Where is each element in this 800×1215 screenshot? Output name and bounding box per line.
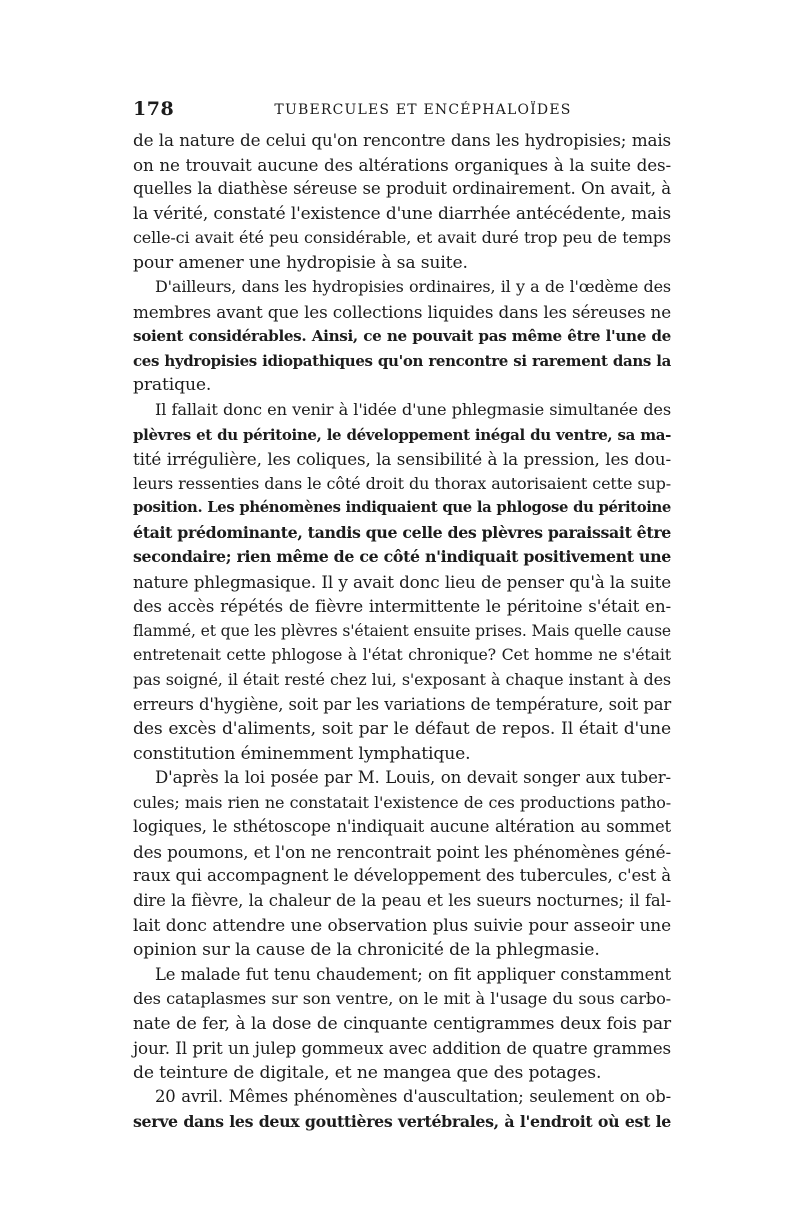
text-line: des poumons, et l'on ne rencontrait point les phénomènes géné- [133, 841, 671, 862]
text-line: était prédominante, tandis que celle des plèvres paraissait être [133, 522, 671, 542]
text-line: des excès d'aliments, soit par le défaut de repos. Il était d'une [133, 719, 671, 740]
text-line: on ne trouvait aucune des altérations organiques à la suite des- [133, 154, 671, 175]
paragraph-start: Le malade fut tenu chaudement; on fit appliquer constamment [155, 964, 671, 984]
text-line: pas soigné, il était resté chez lui, s'exposant à chaque instant à des [133, 670, 671, 690]
paragraph-start: Il fallait donc en venir à l'idée d'une phlegmasie simultanée des [155, 400, 671, 420]
text-line: entretenait cette phlogose à l'état chronique? Cet homme ne s'était [133, 645, 671, 665]
text-line: raux qui accompagnent le développement des tubercules, c'est à [133, 866, 671, 886]
text-line: jour. Il prit un julep gommeux avec addition de quatre grammes [133, 1038, 671, 1059]
page-header [133, 98, 673, 122]
text-line: cules; mais rien ne constatait l'existence de ces productions patho- [133, 792, 671, 812]
text-line: nate de fer, à la dose de cinquante centigrammes deux fois par [133, 1013, 671, 1034]
running-title: TUBERCULES ET ENCÉPHALOÏDES [274, 102, 572, 118]
text-line: nature phlegmasique. Il y avait donc lieu de penser qu'à la suite [133, 571, 671, 592]
text-line: membres avant que les collections liquides dans les séreuses ne [133, 301, 671, 322]
text-line: constitution éminemment lymphatique. [133, 743, 471, 764]
text-line: lait donc attendre une observation plus suivie pour asseoir une [133, 915, 671, 936]
text-line: secondaire; rien même de ce côté n'indiquait positivement une [133, 547, 671, 567]
text-line: celle-ci avait été peu considérable, et avait duré trop peu de temps [133, 228, 671, 248]
text-line: leurs ressenties dans le côté droit du thorax autorisaient cette sup- [133, 473, 671, 493]
text-line: flammé, et que les plèvres s'étaient ensuite prises. Mais quelle cause [133, 621, 671, 640]
page-number: 178 [133, 98, 175, 120]
text-line: erreurs d'hygiène, soit par les variations de température, soit par [133, 694, 671, 714]
body-text [133, 128, 671, 1134]
text-line: de la nature de celui qu'on rencontre dans les hydropisies; mais [133, 130, 671, 150]
text-line: la vérité, constaté l'existence d'une diarrhée antécédente, mais [133, 203, 671, 224]
paragraph-start: D'ailleurs, dans les hydropisies ordinaires, il y a de l'œdème des [155, 277, 671, 297]
text-line: dire la fièvre, la chaleur de la peau et les sueurs nocturnes; il fal- [133, 890, 671, 910]
text-line: plèvres et du péritoine, le développement inégal du ventre, sa ma- [133, 425, 671, 444]
text-line: des accès répétés de fièvre intermittente le péritoine s'était en- [133, 596, 671, 617]
text-line: soient considérables. Ainsi, ce ne pouvait pas même être l'une de [133, 327, 671, 346]
text-line: tité irrégulière, les coliques, la sensibilité à la pression, les dou- [133, 449, 671, 470]
text-line: serve dans les deux gouttières vertébrales, à l'endroit où est le [133, 1111, 671, 1131]
text-line: logiques, le sthétoscope n'indiquait aucune altération au sommet [133, 817, 671, 837]
text-line: des cataplasmes sur son ventre, on le mit à l'usage du sous carbo- [133, 989, 671, 1009]
text-line: quelles la diathèse séreuse se produit ordinairement. On avait, à [133, 179, 671, 199]
text-line: de teinture de digitale, et ne mangea que des potages. [133, 1062, 602, 1083]
text-line: ces hydropisies idiopathiques qu'on rencontre si rarement dans la [133, 351, 671, 370]
text-line: pratique. [133, 375, 212, 396]
text-line: pour amener une hydropisie à sa suite. [133, 252, 468, 273]
paragraph-start: D'après la loi posée par M. Louis, on devait songer aux tuber- [155, 768, 671, 788]
text-line: position. Les phénomènes indiquaient que la phlogose du péritoine [133, 499, 671, 517]
text-line: opinion sur la cause de la chronicité de la phlegmasie. [133, 940, 600, 961]
paragraph-start: 20 avril. Mêmes phénomènes d'auscultation; seulement on ob- [155, 1087, 671, 1107]
